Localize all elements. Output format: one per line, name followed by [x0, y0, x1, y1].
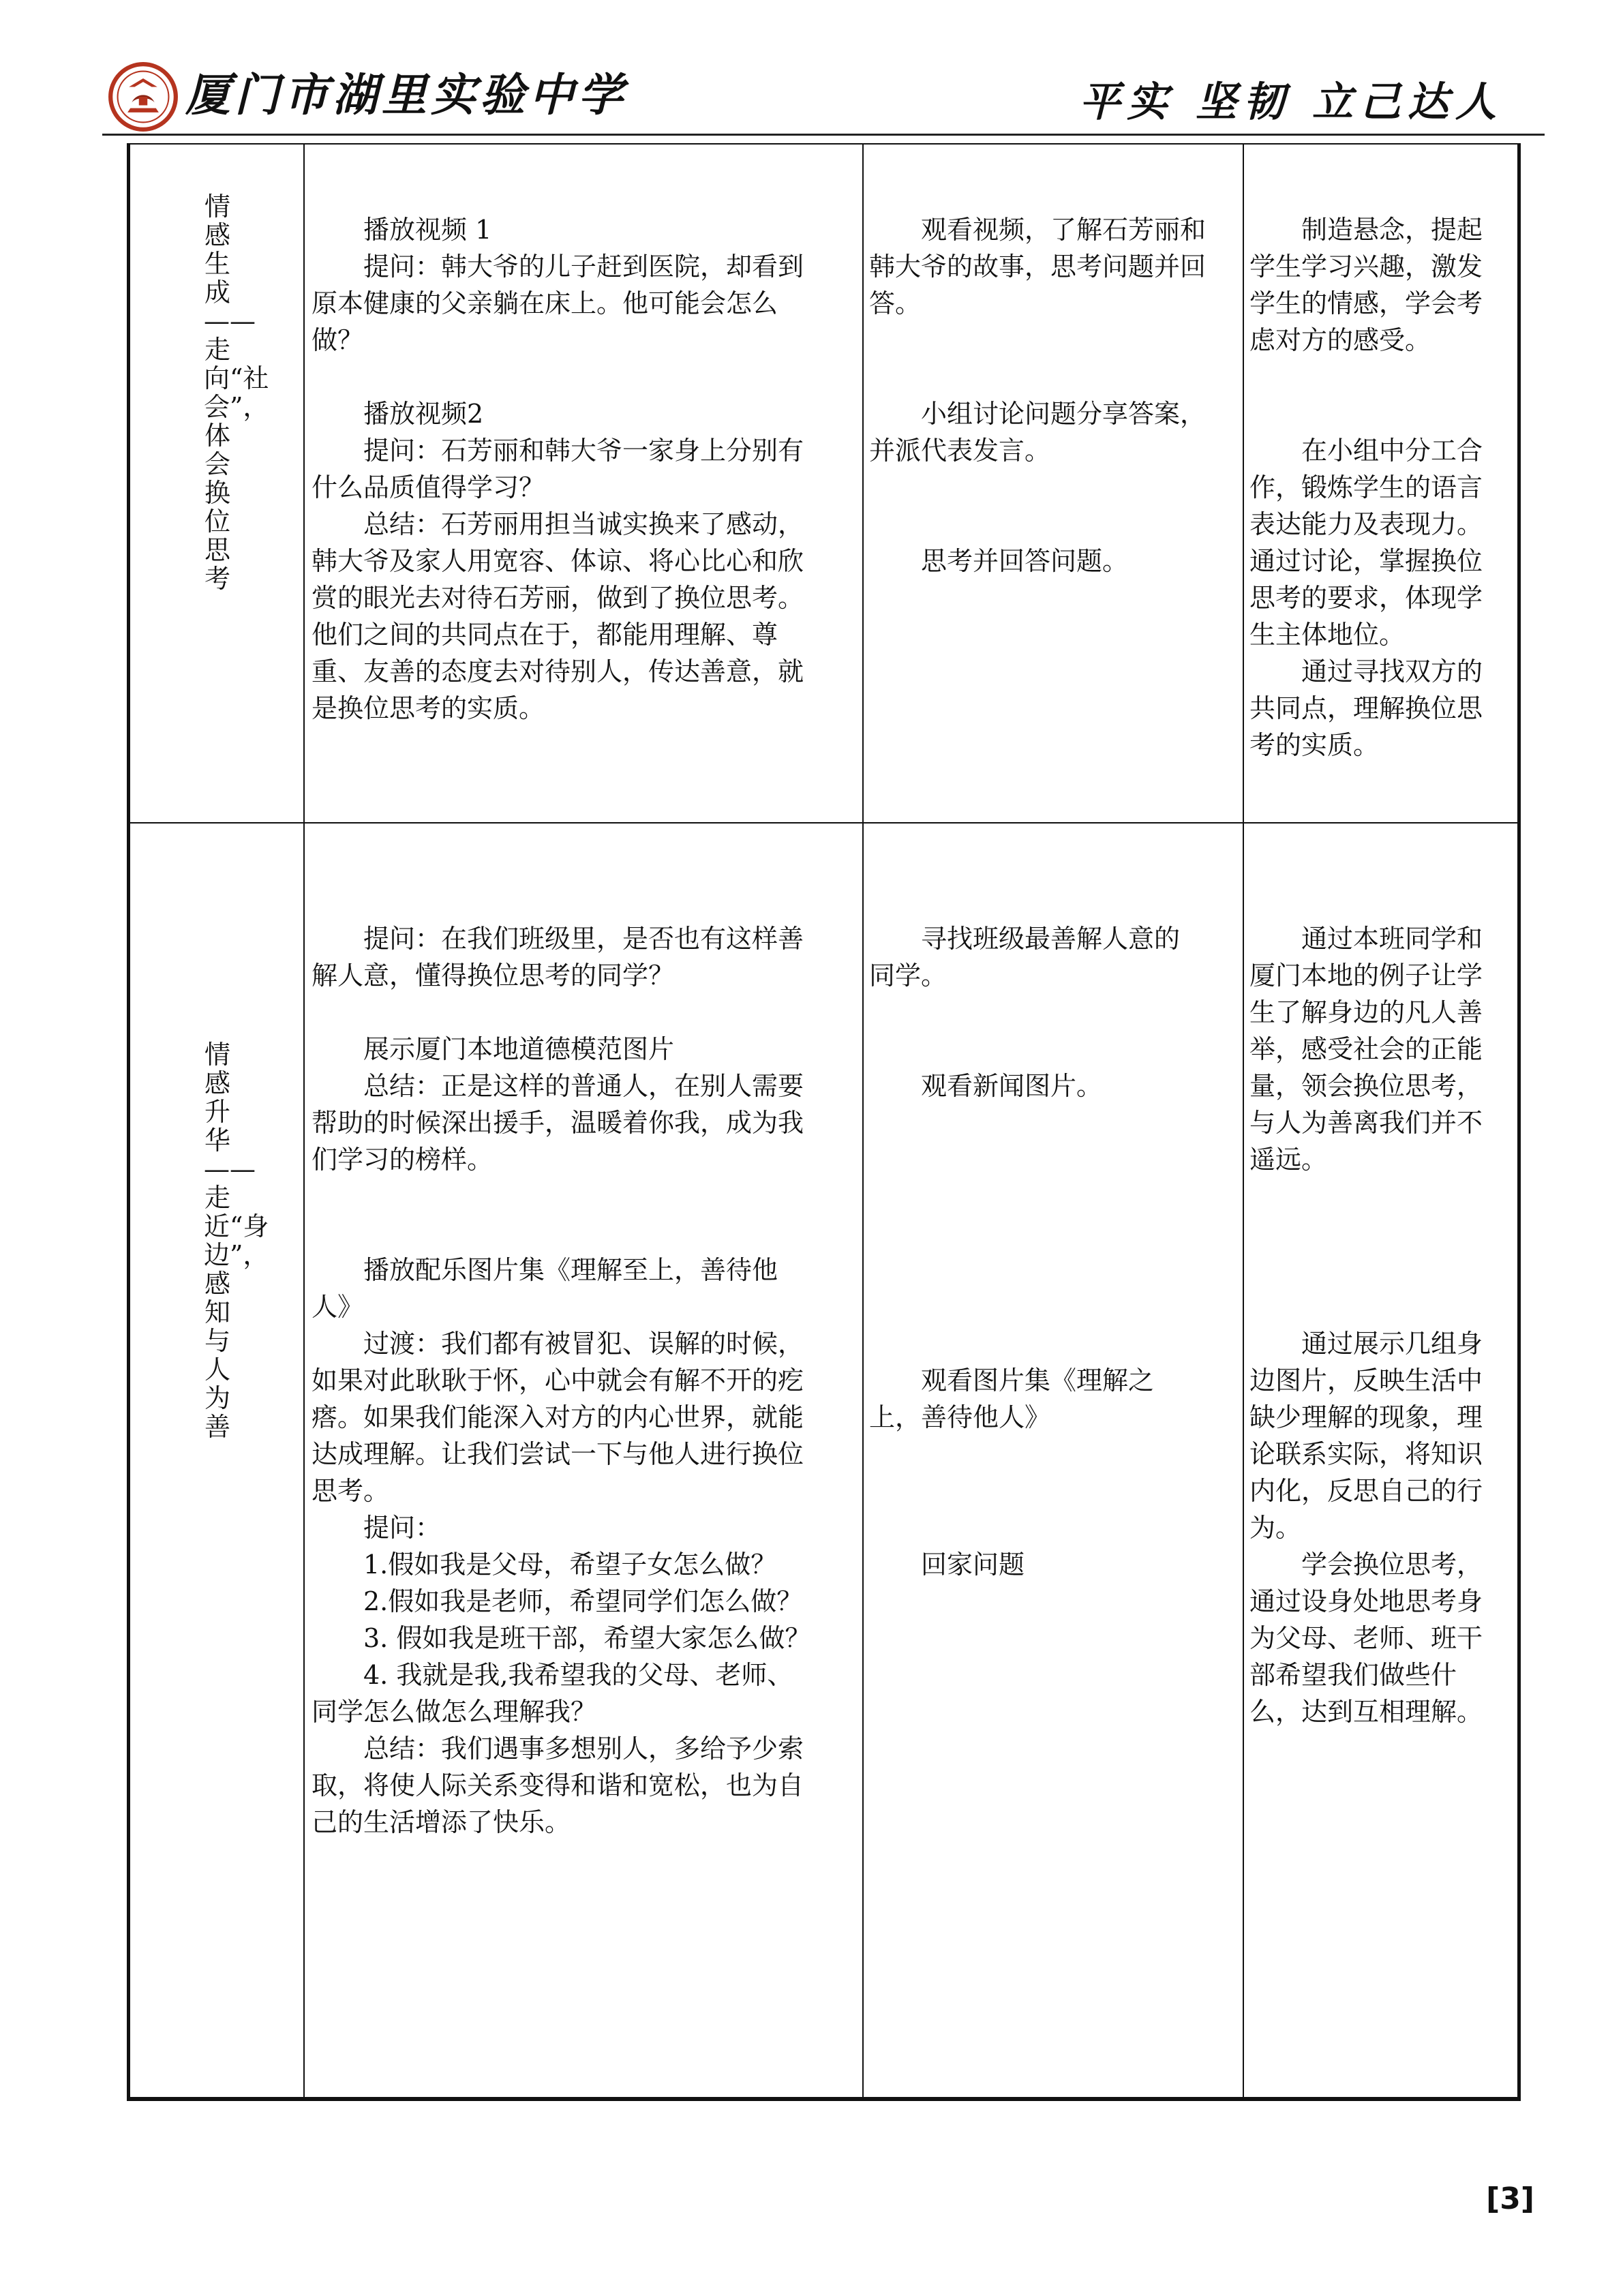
text-line: 边图片，反映生活中: [1249, 1365, 1483, 1395]
text-line: 生主体地位。: [1249, 620, 1406, 650]
text-line: 韩大爷及家人用宽容、体谅、将心比心和欣: [312, 546, 804, 576]
text-line: 达成理解。让我们尝试一下与他人进行换位: [312, 1439, 804, 1469]
text-line: 播放视频 1: [312, 215, 492, 245]
text-line: 回家问题: [869, 1550, 1025, 1580]
text-line: 取，将使人际关系变得和谐和宽松，也为自: [312, 1770, 804, 1800]
text-line: 作，锻炼学生的语言: [1249, 472, 1483, 502]
text-line: [869, 1104, 1180, 1141]
text-line: [869, 1178, 1180, 1215]
text-line: [869, 883, 1180, 920]
text-line: [1249, 1178, 1483, 1215]
text-line: 遥远。: [1249, 1145, 1328, 1175]
text-line: 缺少理解的现象，理: [1249, 1402, 1483, 1432]
text-line: 通过寻找双方的: [1249, 656, 1483, 686]
text-line: 过渡：我们都有被冒犯、误解的时候，: [312, 1329, 804, 1359]
text-line: 提问：韩大爷的儿子赶到医院，却看到: [312, 252, 804, 282]
text-line: 学会换位思考，: [1249, 1550, 1483, 1580]
text-line: [869, 1141, 1180, 1178]
text-line: 小组讨论问题分享答案，: [869, 399, 1207, 429]
text-line: 部希望我们做些什: [1249, 1660, 1457, 1690]
text-line: 赏的眼光去对待石芳丽，做到了换位思考。: [312, 583, 804, 613]
design-intent-text: [1249, 175, 1483, 764]
text-line: 考的实质。: [1249, 730, 1380, 760]
text-line: [1249, 395, 1483, 432]
table-row: [130, 824, 1517, 2097]
text-line: 们学习的榜样。: [312, 1145, 494, 1175]
text-line: [869, 1215, 1180, 1252]
text-line: 思考的要求，体现学: [1249, 583, 1483, 613]
text-line: 总结：正是这样的普通人，在别人需要: [312, 1071, 804, 1101]
text-line: [869, 1288, 1180, 1325]
page-number: [3]: [1486, 2181, 1534, 2216]
text-line: 么，达到互相理解。: [1249, 1697, 1483, 1727]
text-line: 原本健康的父亲躺在床上。他可能会怎么: [312, 288, 778, 318]
text-line: 共同点，理解换位思: [1249, 693, 1483, 723]
text-line: 观看图片集《理解之: [869, 1365, 1155, 1395]
lesson-plan-table: [127, 143, 1521, 2101]
text-line: [869, 322, 1206, 359]
text-line: 虑对方的感受。: [1249, 325, 1431, 355]
text-line: 帮助的时候深出援手，温暖着你我，成为我: [312, 1108, 804, 1138]
text-line: 提问：在我们班级里，是否也有这样善: [312, 924, 804, 954]
text-line: 并派代表发言。: [869, 436, 1051, 466]
text-line: 生了解身边的凡人善: [1249, 997, 1483, 1027]
text-line: 学生学习兴趣，激发: [1249, 252, 1483, 282]
text-line: 厦门本地的例子让学: [1249, 961, 1483, 991]
text-line: 答。: [869, 288, 922, 318]
text-line: 是换位思考的实质。: [312, 693, 545, 723]
text-line: [1249, 1288, 1483, 1325]
text-line: [869, 469, 1206, 506]
text-line: [312, 1215, 810, 1252]
student-activity-cell: [864, 824, 1244, 2097]
text-line: 他们之间的共同点在于，都能用理解、尊: [312, 620, 778, 650]
school-motto: 平实 坚韧 立己达人: [1079, 78, 1503, 126]
text-line: 思考并回答问题。: [869, 546, 1129, 576]
text-line: 同学。: [869, 961, 947, 991]
design-intent-text: [1249, 883, 1483, 1730]
text-line: 制造悬念，提起: [1249, 215, 1483, 245]
page-header: [102, 53, 1523, 135]
text-line: 观看新闻图片。: [869, 1071, 1103, 1101]
text-line: [312, 175, 804, 211]
text-line: 通过讨论，掌握换位: [1249, 546, 1483, 576]
text-line: 2.假如我是老师，希望同学们怎么做？: [312, 1586, 803, 1616]
text-line: [869, 175, 1206, 211]
teacher-activity-cell: [305, 145, 864, 822]
text-line: 己的生活增添了快乐。: [312, 1807, 571, 1837]
text-line: [1249, 175, 1483, 211]
text-line: 播放视频2: [312, 399, 484, 429]
text-line: 瘩。如果我们能深入对方的内心世界，就能: [312, 1402, 804, 1432]
text-line: 论联系实际，将知识: [1249, 1439, 1483, 1469]
table-row: [130, 145, 1517, 824]
text-line: 韩大爷的故事，思考问题并回: [869, 252, 1207, 282]
text-line: 与人为善离我们并不: [1249, 1108, 1483, 1138]
text-line: [869, 1436, 1180, 1472]
phase-label: 情感生成——走向“社会”，体会换位思考: [204, 192, 269, 594]
text-line: 解人意，懂得换位思考的同学？: [312, 961, 675, 991]
text-line: [1249, 883, 1483, 920]
text-line: 总结：我们遇事多想别人，多给予少索: [312, 1734, 804, 1764]
text-line: 什么品质值得学习？: [312, 472, 545, 502]
text-line: [869, 506, 1206, 543]
text-line: [312, 359, 804, 395]
teacher-activity-cell: [305, 824, 864, 2097]
text-line: [1249, 359, 1483, 395]
text-line: [312, 883, 810, 920]
text-line: 通过设身处地思考身: [1249, 1586, 1483, 1616]
text-line: 4. 我就是我,我希望我的父母、老师、: [312, 1660, 793, 1690]
phase-label: 情感升华——走近“身边”，感知与人为善: [204, 1040, 269, 1442]
text-line: 举，感受社会的正能: [1249, 1034, 1483, 1064]
text-line: 为。: [1249, 1513, 1302, 1543]
text-line: [869, 994, 1180, 1031]
text-line: 重、友善的态度去对待别人，传达善意，就: [312, 656, 804, 686]
text-line: [869, 1252, 1180, 1288]
text-line: 展示厦门本地道德模范图片: [312, 1034, 675, 1064]
text-line: 提问：石芳丽和韩大爷一家身上分别有: [312, 436, 804, 466]
text-line: 通过本班同学和: [1249, 924, 1483, 954]
teacher-activity-text: [312, 175, 804, 727]
teacher-activity-text: [312, 883, 810, 1841]
text-line: 内化，反思自己的行: [1249, 1476, 1483, 1506]
text-line: 学生的情感，学会考: [1249, 288, 1483, 318]
text-line: 如果对此耿耿于怀，心中就会有解不开的疙: [312, 1365, 804, 1395]
text-line: 提问：: [312, 1513, 442, 1543]
student-activity-text: [869, 175, 1206, 579]
text-line: 人》: [312, 1292, 364, 1322]
phase-cell: [130, 145, 305, 822]
school-name: 厦门市湖里实验中学: [185, 69, 627, 121]
text-line: 3. 假如我是班干部，希望大家怎么做？: [312, 1623, 811, 1653]
text-line: 观看视频，了解石芳丽和: [869, 215, 1207, 245]
text-line: 寻找班级最善解人意的: [869, 924, 1181, 954]
text-line: 表达能力及表现力。: [1249, 509, 1483, 539]
header-divider: [102, 134, 1545, 136]
design-intent-cell: [1244, 145, 1517, 822]
design-intent-cell: [1244, 824, 1517, 2097]
text-line: [869, 1031, 1180, 1068]
school-logo: [108, 61, 179, 132]
text-line: [1249, 1215, 1483, 1252]
student-activity-text: [869, 883, 1180, 1583]
text-line: [869, 1325, 1180, 1362]
text-line: [869, 359, 1206, 395]
text-line: 上，善待他人》: [869, 1402, 1051, 1432]
text-line: [1249, 1252, 1483, 1288]
text-line: [312, 994, 810, 1031]
text-line: 量，领会换位思考，: [1249, 1071, 1483, 1101]
text-line: 为父母、老师、班干: [1249, 1623, 1483, 1653]
text-line: [869, 1509, 1180, 1546]
text-line: 1.假如我是父母，希望子女怎么做？: [312, 1550, 777, 1580]
text-line: 总结：石芳丽用担当诚实换来了感动，: [312, 509, 804, 539]
text-line: 做？: [312, 325, 364, 355]
text-line: 思考。: [312, 1476, 390, 1506]
text-line: 在小组中分工合: [1249, 436, 1483, 466]
text-line: [312, 1178, 810, 1215]
text-line: 播放配乐图片集《理解至上，善待他: [312, 1255, 778, 1285]
student-activity-cell: [864, 145, 1244, 822]
text-line: [869, 1472, 1180, 1509]
phase-cell: [130, 824, 305, 2097]
text-line: 同学怎么做怎么理解我？: [312, 1697, 597, 1727]
text-line: 通过展示几组身: [1249, 1329, 1483, 1359]
